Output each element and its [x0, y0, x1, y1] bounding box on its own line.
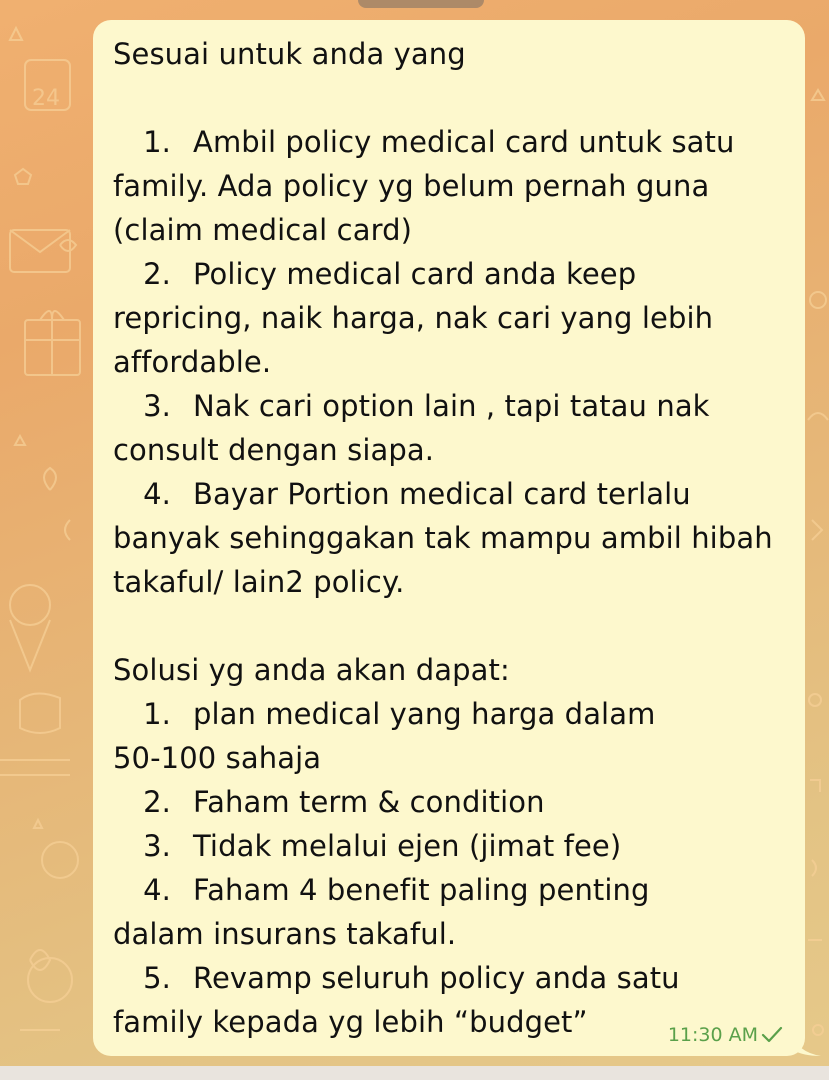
problem-item-4-line-2: banyak sehinggakan tak mampu ambil hibah: [113, 521, 773, 555]
problem-item-3-line-1: 3. Nak cari option lain , tapi tatau nak: [143, 389, 710, 423]
solution-item-1-line-2: 50-100 sahaja: [113, 741, 322, 775]
message-time: 11:30 AM: [667, 1024, 758, 1046]
solution-item-5-line-2: family kepada yg lebih “budget”: [113, 1005, 588, 1039]
message-meta: [668, 1024, 783, 1046]
problem-item-1-line-1: 1. Ambil policy medical card untuk satu: [143, 125, 735, 159]
solution-item-4-line-1: 4. Faham 4 benefit paling penting: [143, 873, 650, 907]
message-text[interactable]: [113, 32, 793, 1044]
problem-item-2-line-3: affordable.: [113, 345, 272, 379]
solution-item-2-line-1: 2. Faham term & condition: [143, 785, 545, 819]
solution-item-3-line-1: 3. Tidak melalui ejen (jimat fee): [143, 829, 622, 863]
problem-item-2-line-1: 2. Policy medical card anda keep: [143, 257, 637, 291]
solution-item-1-line-1: 1. plan medical yang harga dalam: [143, 697, 656, 731]
problem-item-3-line-2: consult dengan siapa.: [113, 433, 435, 467]
message-intro: Sesuai untuk anda yang: [113, 37, 466, 71]
solution-heading: Solusi yg anda akan dapat:: [113, 653, 510, 687]
bottom-input-bar-edge: [0, 1066, 829, 1080]
svg-text:24: 24: [32, 86, 60, 111]
problem-item-4-line-1: 4. Bayar Portion medical card terlalu: [143, 477, 691, 511]
problem-item-1-line-3: (claim medical card): [113, 213, 413, 247]
problem-item-1-line-2: family. Ada policy yg belum pernah guna: [113, 169, 710, 203]
solution-item-4-line-2: dalam insurans takaful.: [113, 917, 457, 951]
single-check-icon: [761, 1026, 783, 1044]
solution-item-5-line-1: 5. Revamp seluruh policy anda satu: [143, 961, 680, 995]
problem-item-4-line-3: takaful/ lain2 policy.: [113, 565, 405, 599]
message-bubble[interactable]: [93, 20, 805, 1056]
problem-item-2-line-2: repricing, naik harga, nak cari yang lebih: [113, 301, 714, 335]
bubble-tail: [793, 1034, 823, 1056]
top-status-pill: [358, 0, 484, 8]
